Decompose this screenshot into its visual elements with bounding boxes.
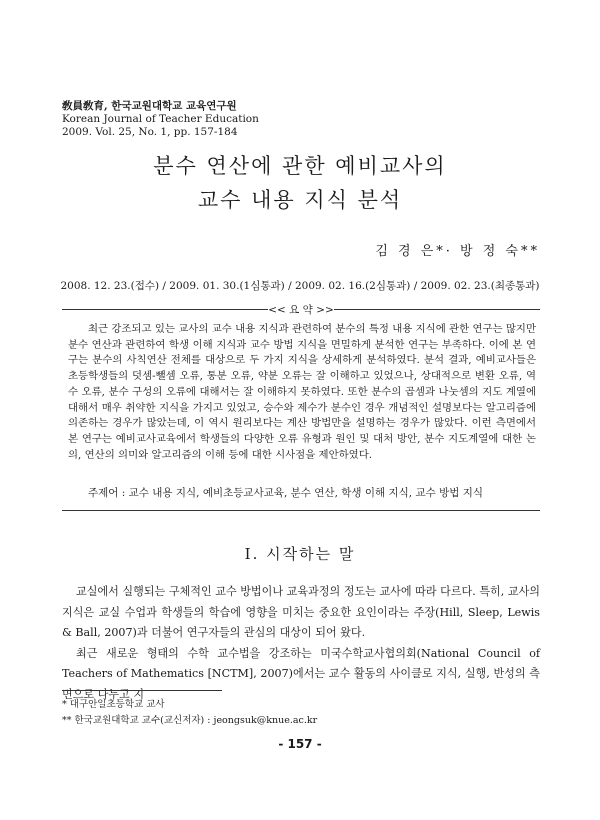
authors: 김 경 은*· 방 정 숙**: [375, 244, 540, 259]
body-text: [62, 582, 540, 705]
paper-title-line1: 분수 연산에 관한 예비교사의: [153, 154, 447, 178]
body-paragraph-2: 최근 새로운 형태의 수학 교수법을 강조하는 미국수학교사협의회(National Council of Teachers of Mathematics [NCTM], 2007)에서는 교수 활동의 사이클로 지식, 실행, 반성의 측면으로 나누고 지: [62, 646, 540, 701]
abstract-label: << 요 약 >>: [268, 304, 334, 316]
journal-info: [62, 100, 259, 139]
body-paragraph-1: 교실에서 실행되는 구체적인 교수 방법이나 교육과정의 정도는 교사에 따라 다르다. 특히, 교사의 지식은 교실 수업과 학생들의 학습에 영향을 미치는 중요한 요인이라는 주장(Hill, Sleep, Lewis & Ball, 2007)과 더불어 연구자들의 관심의 대상이 되어 왔다.: [62, 585, 540, 639]
journal-name-english: Korean Journal of Teacher Education: [62, 113, 259, 125]
abstract-header: [62, 302, 540, 316]
footnote-1: * 대구안일초등학교 교사: [62, 699, 165, 710]
review-dates: 2008. 12. 23.(접수) / 2009. 01. 30.(1심통과) / 2009. 02. 16.(2심통과) / 2009. 02. 23.(최종통과): [60, 280, 540, 292]
abstract-header-rule-right: [334, 309, 540, 310]
footnote-divider: [62, 690, 222, 691]
abstract-divider: [62, 510, 540, 511]
paper-title-line2: 교수 내용 지식 분석: [197, 188, 403, 212]
journal-volume: 2009. Vol. 25, No. 1, pp. 157-184: [62, 126, 238, 138]
journal-name-korean: 敎員敎育, 한국교원대학교 교육연구원: [62, 100, 237, 112]
section-heading: Ⅰ. 시작하는 말: [244, 545, 356, 563]
abstract-text: 최근 강조되고 있는 교사의 교수 내용 지식과 관련하여 분수의 특정 내용 지식에 관한 연구는 많지만 분수 연산과 관련하여 학생 이해 지식과 교수 방법 지식을 면밀하게 분석한 연구는 부족하다. 이에 본 연구는 분수의 사칙연산 전체를 대상으로 두 가지 지식을 상세하게 분석하였다. 분석 결과, 예비교사들은 초등학생들의 덧셈-뺄셈 오류, 통분 오류, 약분 오류는 잘 이해하고 있었으나, 상대적으로 변환 오류, 역수 오류, 분수 구성의 오류에 대해서는 잘 이해하지 못하였다. 또한 분수의 곱셈과 나눗셈의 지도 계열에 대해서 매우 취약한 지식을 가지고 있었고, 승수와 제수가 분수인 경우 개념적인 설명보다는 알고리즘에 의존하는 경우가 많았는데, 이 역시 원리보다는 계산 방법만을 설명하는 경우가 많았다. 이런 측면에서 본 연구는 예비교사교육에서 학생들의 다양한 오류 유형과 원인 및 대처 방안, 분수 지도계열에 대한 논의, 연산의 의미와 알고리즘의 이해 등에 대한 시사점을 제안하였다.: [68, 323, 536, 461]
keywords: 주제어 : 교수 내용 지식, 예비초등교사교육, 분수 연산, 학생 이해 지식, 교수 방법 지식: [88, 487, 483, 499]
page-number: - 157 -: [278, 737, 322, 751]
footnote-2: ** 한국교원대학교 교수(교신저자) : jeongsuk@knue.ac.kr: [62, 715, 318, 726]
